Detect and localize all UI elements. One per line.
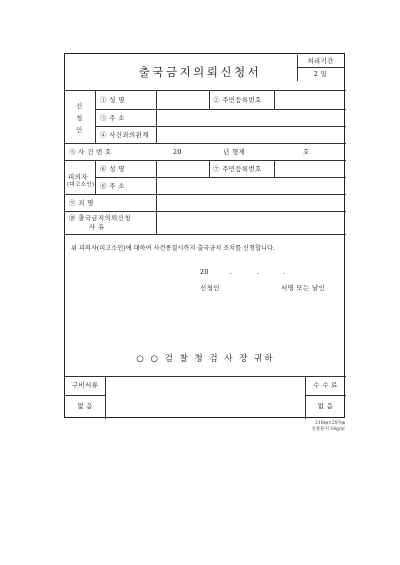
- processing-period-value: 2 일: [313, 70, 328, 78]
- date-year: 20: [200, 268, 209, 276]
- date-sep1: .: [230, 268, 233, 276]
- application-form: [64, 53, 345, 418]
- case-number-field[interactable]: [259, 144, 299, 159]
- applicant-resident-id-field[interactable]: [275, 91, 345, 108]
- suspect-address-field[interactable]: [157, 178, 345, 193]
- suspect-name-label: ⑥ 성 명: [100, 165, 125, 173]
- applicant-address-field[interactable]: [157, 110, 345, 125]
- paper-weight-note: 신문용지 54g/㎡: [311, 427, 345, 432]
- reason-label-line2: 사 유: [89, 223, 105, 231]
- applicant-address-label: ③ 주 소: [100, 114, 125, 122]
- suspect-name-field[interactable]: [157, 161, 208, 176]
- applicant-relation-label: ④ 사건과의관계: [100, 131, 149, 139]
- processing-period-label: 처리기간: [307, 57, 334, 65]
- fee-label: 수 수 료: [313, 381, 338, 389]
- applicant-resident-id-label: ② 주민등록번호: [213, 96, 262, 104]
- applicant-name-label: ① 성 명: [100, 96, 125, 104]
- applicant-label-3: 인: [76, 126, 83, 134]
- suspect-sublabel: (피고소인): [67, 182, 95, 188]
- suspect-address-label: ⑧ 주 소: [100, 182, 125, 190]
- applicant-label-1: 신: [76, 102, 83, 110]
- suspect-resident-id-field[interactable]: [275, 161, 345, 176]
- reason-field[interactable]: [157, 212, 345, 233]
- case-number-year-suffix: 년 형제: [223, 148, 246, 156]
- statement-text: 위 피의자(피고소인)에 대하여 사건종결시까지 출국금지 조치를 신청합니다.: [71, 245, 275, 252]
- charge-field[interactable]: [157, 195, 345, 210]
- case-number-label: ⑤ 사 건 번 호: [69, 148, 112, 156]
- required-docs-label: 구비서류: [71, 381, 99, 389]
- signature-label: 신청인: [200, 284, 220, 292]
- processing-period-box: [297, 55, 344, 81]
- fee-value: 없 음: [317, 402, 334, 410]
- suspect-label: 피의자: [68, 173, 88, 181]
- required-docs-value: 없 음: [77, 402, 93, 410]
- case-number-year-prefix: 20: [173, 148, 182, 156]
- date-sep3: .: [283, 268, 286, 276]
- reason-label-line1: ⑩ 출국금지의뢰신청: [69, 214, 131, 222]
- applicant-relation-field[interactable]: [157, 127, 345, 142]
- date-sep2: .: [257, 268, 260, 276]
- form-title: 출국금지의뢰신청서: [138, 65, 262, 79]
- paper-size-note: 210㎜×297㎜: [315, 421, 345, 426]
- signature-sign-label: 서명 또는 날인: [281, 284, 326, 292]
- case-number-year-field[interactable]: [185, 144, 219, 159]
- signature-name-field[interactable]: [225, 281, 275, 293]
- addressee-text: ○ ○ 검 찰 청 검 사 장 귀하: [136, 354, 275, 364]
- applicant-label-2: 청: [76, 114, 83, 122]
- suspect-resident-id-label: ⑦ 주민등록번호: [213, 165, 262, 173]
- charge-label: ⑨ 죄 명: [69, 199, 94, 207]
- case-number-suffix: 호: [303, 148, 310, 156]
- applicant-name-field[interactable]: [157, 91, 208, 108]
